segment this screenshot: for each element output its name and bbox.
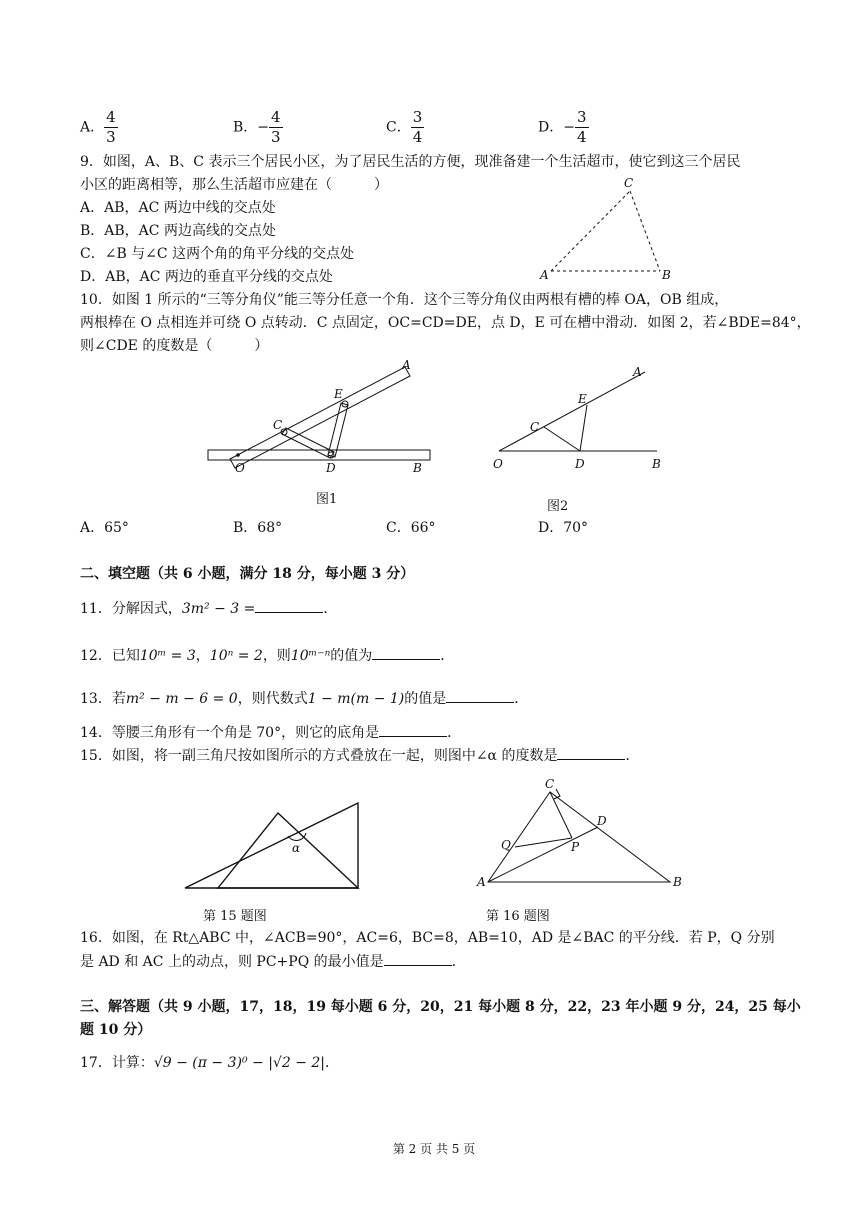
segment-pc — [550, 792, 572, 838]
point-d-label: D — [597, 814, 607, 828]
segment-cd — [544, 427, 580, 451]
q12-answer-blank[interactable] — [372, 645, 440, 660]
q17 — [80, 1053, 339, 1073]
q11-end: ． — [323, 601, 338, 617]
q11-answer-blank[interactable] — [255, 598, 323, 613]
q10-stem-line2: 两根棒在 O 点相连并可绕 O 点转动．C 点固定，OC=CD=DE，点 D，E 可在槽中滑动．如图 2，若∠BDE=84°， — [80, 315, 811, 331]
alpha-label: α — [292, 841, 301, 855]
q10-fig1-caption: 图1 — [316, 492, 338, 507]
q16-answer-blank[interactable] — [384, 951, 452, 966]
numerator: 4 — [271, 108, 281, 126]
point-b-label: B — [662, 268, 671, 282]
q8-option-b — [233, 108, 283, 147]
q8-option-c — [386, 108, 424, 147]
denominator: 3 — [106, 128, 116, 146]
q9-option-d: D．AB，AC 两边的垂直平分线的交点处 — [80, 269, 333, 285]
fraction — [104, 108, 118, 147]
q12-end: ． — [440, 648, 455, 664]
q11-expression: 3m² − 3 = — [181, 601, 256, 617]
q10-fig2-caption: 图2 — [547, 499, 569, 514]
q10-stem-line1: 10．如图 1 所示的“三等分角仪”能三等分任意一个角．这个三等分角仪由两根有槽的棒 OA，OB 组成， — [80, 292, 729, 308]
q8-option-a — [80, 108, 118, 147]
q16-end: ． — [451, 954, 466, 970]
fraction — [411, 108, 425, 147]
q9-stem-line1: 9．如图，A、B、C 表示三个居民小区，为了居民生活的方便，现准备建一个生活超市，使它到这三个居民 — [80, 154, 741, 170]
q9-option-c: C．∠B 与∠C 这两个角的角平分线的交点处 — [80, 246, 355, 262]
point-e-label: E — [334, 387, 343, 401]
link-de — [328, 403, 348, 457]
q13-end: ． — [514, 691, 529, 707]
point-a-label: A — [633, 365, 642, 379]
q14-answer-blank[interactable] — [379, 722, 447, 737]
numerator: 4 — [106, 108, 116, 126]
point-c-label: C — [530, 420, 540, 434]
fraction — [575, 108, 589, 147]
q12-separator: ， — [195, 648, 210, 664]
q17-prefix: 17．计算： — [80, 1055, 154, 1071]
numerator: 3 — [412, 108, 423, 126]
q15-caption: 第 15 题图 — [203, 909, 267, 924]
point-o-label: O — [493, 457, 503, 471]
option-label: B． — [233, 119, 258, 136]
q12-expr3: 10ᵐ⁻ⁿ — [290, 648, 331, 664]
triangle-45 — [218, 813, 358, 888]
side-ac — [551, 191, 630, 271]
q16-line2-text: 是 AD 和 AC 上的动点，则 PC+PQ 的最小值是 — [80, 954, 384, 970]
q16-line1: 16．如图，在 Rt△ABC 中，∠ACB=90°，AC=6，BC=8，AB=10，AD 是∠BAC 的平分线．若 P，Q 分别 — [80, 930, 775, 946]
q15-text: 15．如图，将一副三角尺按如图所示的方式叠放在一起，则图中∠α 的度数是 — [80, 748, 558, 764]
link-cd — [282, 428, 334, 458]
pivot-o — [236, 453, 240, 457]
page-footer: 第 2 页 共 5 页 — [392, 1142, 476, 1156]
triangle-30-60 — [185, 803, 358, 888]
section-2-title: 二、填空题（共 6 小题，满分 18 分，每小题 3 分） — [80, 566, 415, 582]
minus-sign: − — [563, 119, 575, 136]
denominator: 3 — [271, 128, 281, 146]
q11 — [80, 598, 337, 619]
q10-figure-2 — [485, 360, 670, 475]
point-q-label: Q — [501, 838, 511, 852]
q13-expr2: 1 − m(m − 1) — [307, 691, 405, 707]
q14-text: 14．等腰三角形有一个角是 70°，则它的底角是 — [80, 725, 380, 741]
q13-answer-blank[interactable] — [446, 688, 514, 703]
q10-option-a: A．65° — [80, 520, 129, 536]
q13-mid: ，则代数式 — [237, 691, 308, 707]
q14-end: ． — [447, 725, 462, 741]
q10-stem-line3: 则∠CDE 的度数是（ ） — [80, 338, 269, 354]
point-b-label: B — [413, 461, 422, 475]
q9-stem-line2: 小区的距离相等，那么生活超市应建在（ ） — [80, 177, 388, 193]
q17-expression: √9 − (π − 3)⁰ − |√2 − 2| — [153, 1055, 325, 1071]
point-a-label: A — [477, 875, 486, 889]
q9-option-b: B．AB，AC 两边高线的交点处 — [80, 223, 276, 239]
denominator: 4 — [412, 128, 423, 146]
q10-option-d: D．70° — [538, 520, 589, 536]
q9-triangle-figure — [535, 175, 685, 285]
q16-caption: 第 16 题图 — [486, 909, 550, 924]
q12-expr1: 10ᵐ = 3 — [139, 648, 196, 664]
q15-end: ． — [625, 748, 640, 764]
option-label: A． — [80, 119, 105, 136]
point-a-label: A — [540, 268, 549, 282]
point-c-label: C — [545, 777, 555, 791]
right-angle-mark — [554, 789, 560, 799]
q12 — [80, 645, 454, 666]
numerator: 3 — [576, 108, 587, 126]
segment-pq — [515, 838, 572, 847]
point-c-label: C — [273, 418, 283, 432]
point-b-label: B — [652, 457, 661, 471]
q13-expr1: m² − m − 6 = 0 — [125, 691, 238, 707]
fraction — [269, 108, 283, 147]
section-3-title-line1: 三、解答题（共 9 小题，17，18，19 每小题 6 分，20，21 每小题 8 分，22，23 年小题 9 分，24，25 每小 — [80, 999, 801, 1015]
q12-mid: ，则 — [262, 648, 291, 664]
point-o-label: O — [235, 461, 245, 475]
bisector-ad — [488, 827, 598, 882]
q13-prefix: 13．若 — [80, 691, 126, 707]
q12-suffix: 的值为 — [330, 648, 373, 664]
q17-end: ． — [325, 1055, 339, 1071]
segment-de — [580, 405, 587, 451]
point-e-label: E — [578, 392, 587, 406]
q11-prefix: 11．分解因式， — [80, 601, 182, 617]
point-c-label: C — [624, 176, 634, 190]
q8-option-d — [538, 108, 589, 147]
q16-line2 — [80, 951, 466, 972]
point-d-label: D — [326, 461, 336, 475]
q12-expr2: 10ⁿ = 2 — [209, 648, 263, 664]
q12-prefix: 12．已知 — [80, 648, 140, 664]
section-3-title-line2: 题 10 分） — [80, 1022, 152, 1038]
q14 — [80, 722, 461, 743]
q15-triangle-set-figure — [180, 795, 365, 895]
q15 — [80, 745, 639, 766]
minus-sign: − — [257, 119, 270, 136]
q10-option-c: C．66° — [386, 520, 436, 536]
ray-oa — [499, 372, 645, 451]
bar-ob — [208, 450, 430, 460]
q13 — [80, 688, 528, 709]
q10-figure-1-trisector — [200, 355, 440, 480]
point-p-label: P — [571, 840, 580, 854]
option-label: D． — [538, 119, 564, 136]
point-a-label: A — [402, 358, 411, 372]
side-bc — [630, 191, 660, 271]
point-b-label: B — [673, 875, 682, 889]
q13-suffix: 的值是 — [404, 691, 447, 707]
point-d-label: D — [575, 457, 585, 471]
q16-triangle-figure — [475, 775, 690, 895]
option-label: C． — [386, 119, 411, 136]
q15-answer-blank[interactable] — [557, 745, 625, 760]
q10-option-b: B．68° — [233, 520, 283, 536]
q9-option-a: A．AB，AC 两边中线的交点处 — [80, 200, 276, 216]
denominator: 4 — [576, 128, 587, 146]
